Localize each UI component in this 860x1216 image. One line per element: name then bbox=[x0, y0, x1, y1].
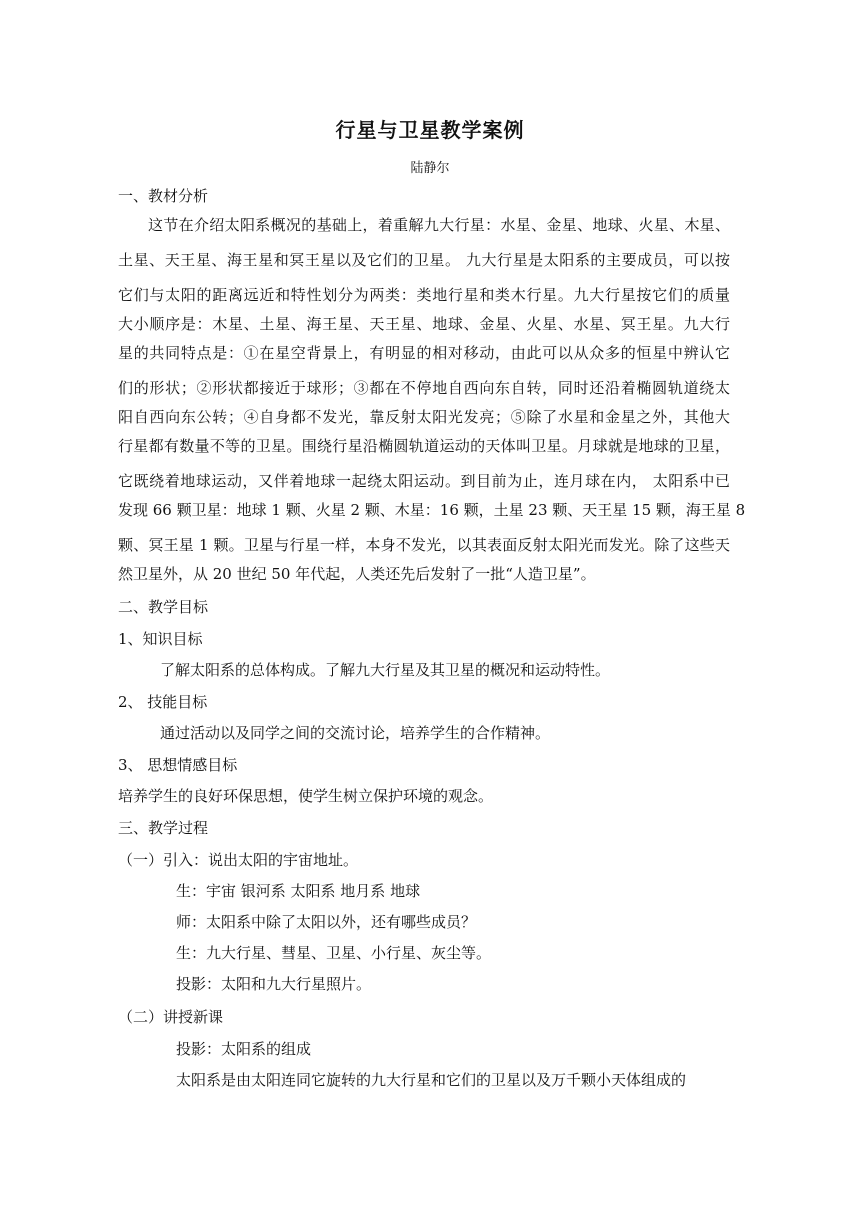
paragraph-line: 行星都有数量不等的卫星。围绕行星沿椭圆轨道运动的天体叫卫星。月球就是地球的卫星， bbox=[118, 437, 730, 455]
paragraph-line: 发现 66 颗卫星：地球 1 颗、火星 2 颗、木星：16 颗，土星 23 颗、天王星 15 颗，海王星 8 bbox=[118, 501, 746, 519]
document-author: 陆静尔 bbox=[410, 161, 450, 176]
paragraph-line: 土星、天王星、海王星和冥王星以及它们的卫星。 九大行星是太阳系的主要成员，可以按 bbox=[118, 251, 730, 269]
paragraph-line: 然卫星外，从 20 世纪 50 年代起，人类还先后发射了一批“人造卫星”。 bbox=[118, 565, 596, 583]
paragraph-line: 大小顺序是：木星、土星、海王星、天王星、地球、金星、火星、水星、冥王星。九大行 bbox=[118, 315, 730, 333]
dialogue-line: 生：宇宙 银河系 太阳系 地月系 地球 bbox=[176, 882, 421, 900]
section-heading-teaching-process: 三、教学过程 bbox=[118, 819, 209, 837]
goal-text-knowledge: 了解太阳系的总体构成。了解九大行星及其卫星的概况和运动特性。 bbox=[160, 661, 611, 679]
dialogue-line: 生：九大行星、彗星、卫星、小行星、灰尘等。 bbox=[176, 944, 492, 962]
goal-heading-skill: 2、 技能目标 bbox=[118, 693, 208, 711]
lesson-line: 投影：太阳系的组成 bbox=[176, 1040, 312, 1058]
section-heading-teaching-goals: 二、教学目标 bbox=[118, 598, 209, 616]
dialogue-line: 师：太阳系中除了太阳以外，还有哪些成员？ bbox=[176, 913, 477, 931]
paragraph-line: 这节在介绍太阳系概况的基础上，着重解九大行星：水星、金星、地球、火星、木星、 bbox=[148, 216, 730, 234]
goal-text-skill: 通过活动以及同学之间的交流讨论，培养学生的合作精神。 bbox=[160, 724, 551, 742]
part-heading-new-lesson: （二）讲授新课 bbox=[118, 1008, 224, 1026]
paragraph-line: 阳自西向东公转；④自身都不发光，靠反射太阳光发亮；⑤除了水星和金星之外，其他大 bbox=[118, 408, 730, 426]
part-heading-introduction: （一）引入：说出太阳的宇宙地址。 bbox=[118, 851, 359, 869]
goal-heading-emotion: 3、 思想情感目标 bbox=[118, 756, 238, 774]
paragraph-line: 颗、冥王星 1 颗。卫星与行星一样，本身不发光，以其表面反射太阳光而发光。除了这些天 bbox=[118, 536, 730, 554]
goal-text-emotion: 培养学生的良好环保思想，使学生树立保护环境的观念。 bbox=[118, 787, 494, 805]
paragraph-line: 们的形状；②形状都接近于球形；③都在不停地自西向东自转，同时还沿着椭圆轨道绕太 bbox=[118, 379, 730, 397]
paragraph-line: 星的共同特点是：①在星空背景上，有明显的相对移动，由此可以从众多的恒星中辨认它 bbox=[118, 344, 730, 362]
document-title: 行星与卫星教学案例 bbox=[335, 118, 525, 142]
paragraph-line: 它既绕着地球运动，又伴着地球一起绕太阳运动。到目前为止，连月球在内， 太阳系中已 bbox=[118, 472, 730, 490]
goal-heading-knowledge: 1、知识目标 bbox=[118, 630, 203, 648]
lesson-line: 太阳系是由太阳连同它旋转的九大行星和它们的卫星以及万千颗小天体组成的 bbox=[176, 1071, 687, 1089]
paragraph-line: 它们与太阳的距离远近和特性划分为两类：类地行星和类木行星。九大行星按它们的质量 bbox=[118, 286, 730, 304]
section-heading-teaching-material: 一、教材分析 bbox=[118, 187, 209, 205]
dialogue-line: 投影：太阳和九大行星照片。 bbox=[176, 975, 372, 993]
